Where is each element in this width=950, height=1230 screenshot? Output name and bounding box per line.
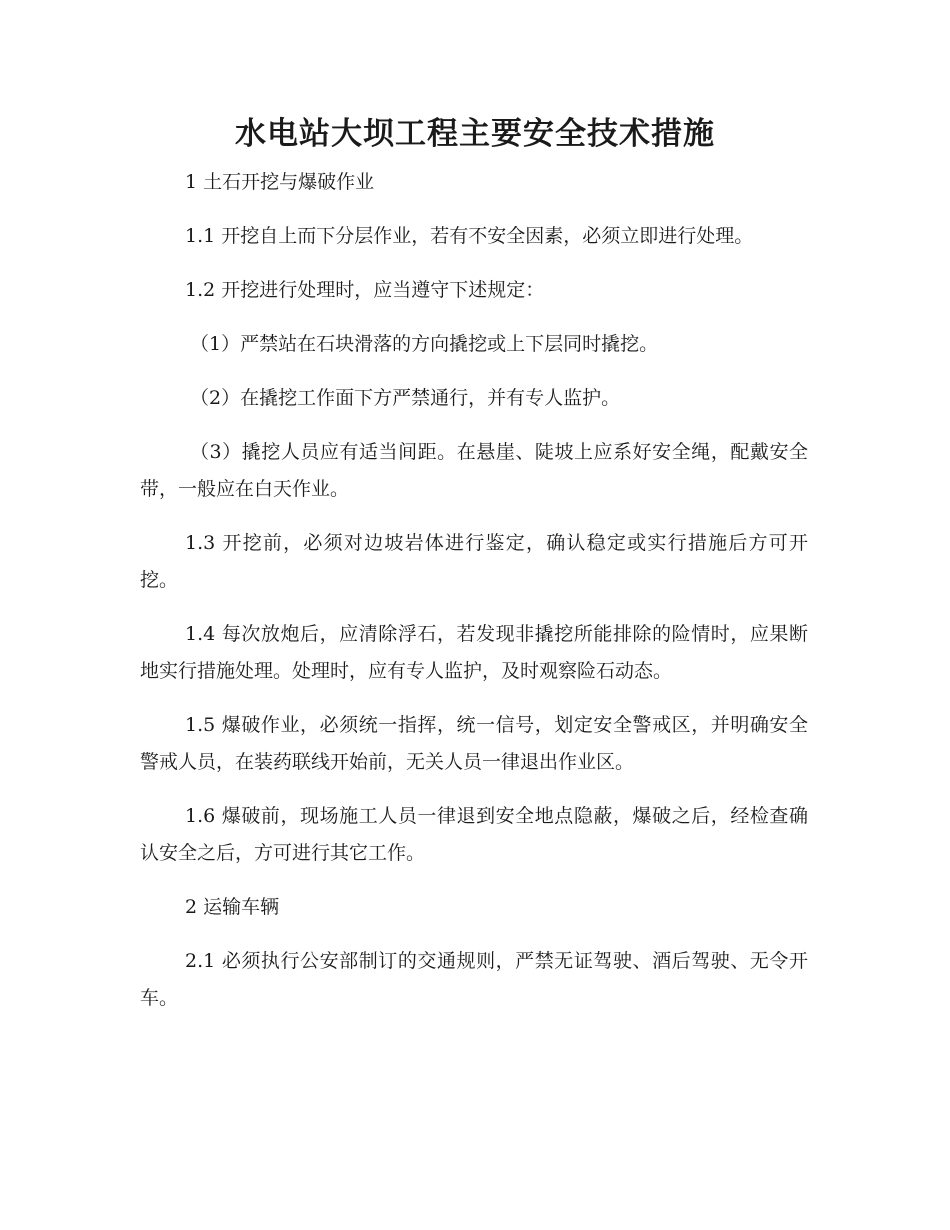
section-heading-1: 1 土石开挖与爆破作业 — [185, 171, 375, 193]
paragraph-1-1: 1.1 开挖自上而下分层作业，若有不安全因素，必须立即进行处理。 — [185, 225, 754, 247]
section-heading-2: 2 运输车辆 — [185, 896, 280, 918]
paragraph-1-5: 1.5 爆破作业，必须统一指挥，统一信号，划定安全警戒区，并明确安全警戒人员，在装药联线开始前，无关人员一律退出作业区。 — [140, 714, 808, 773]
document-body — [140, 164, 808, 1034]
document-title: 水电站大坝工程主要安全技术措施 — [235, 116, 715, 152]
list-item-3: （3）撬挖人员应有适当间距。在悬崖、陡坡上应系好安全绳，配戴安全带，一般应在白天作业。 — [140, 441, 808, 500]
list-item-1: （1）严禁站在石块滑落的方向撬挖或上下层同时撬挖。 — [190, 333, 659, 355]
paragraph-1-3: 1.3 开挖前，必须对边坡岩体进行鉴定，确认稳定或实行措施后方可开挖。 — [140, 532, 808, 591]
paragraph-1-4: 1.4 每次放炮后，应清除浮石，若发现非撬挖所能排除的险情时，应果断地实行措施处理。处理时，应有专人监护，及时观察险石动态。 — [140, 623, 808, 682]
paragraph-2-1: 2.1 必须执行公安部制订的交通规则，严禁无证驾驶、酒后驾驶、无令开车。 — [140, 950, 808, 1009]
paragraph-1-6: 1.6 爆破前，现场施工人员一律退到安全地点隐蔽，爆破之后，经检查确认安全之后，方可进行其它工作。 — [140, 805, 808, 864]
list-item-2: （2）在撬挖工作面下方严禁通行，并有专人监护。 — [190, 387, 621, 409]
paragraph-1-2: 1.2 开挖进行处理时，应当遵守下述规定： — [185, 279, 545, 301]
